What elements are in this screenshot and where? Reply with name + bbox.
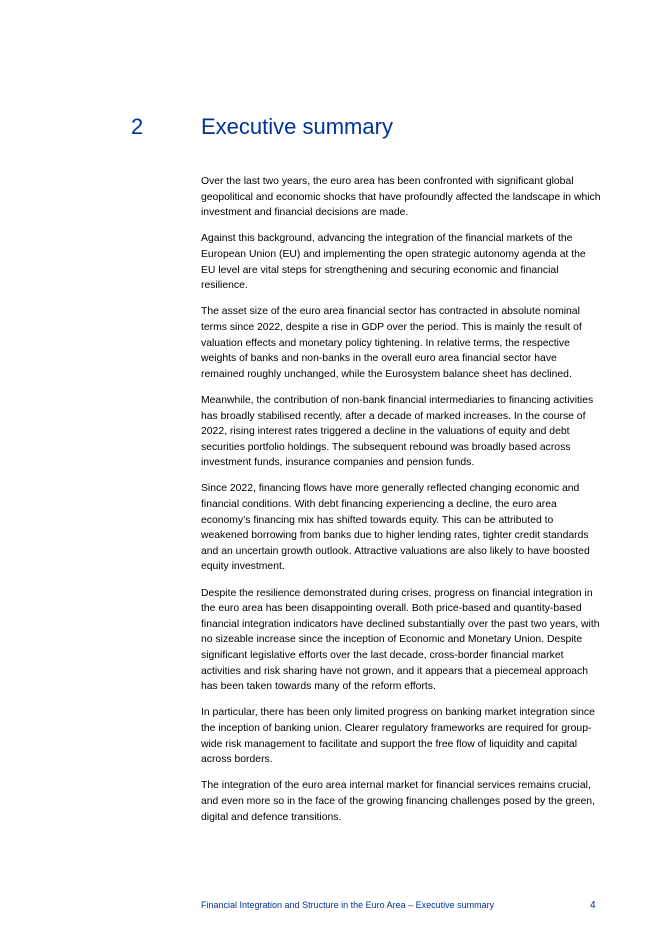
section-number: 2 <box>131 114 144 139</box>
page-title: Executive summary <box>201 114 393 139</box>
paragraph-7: In particular, there has been only limited progress on banking market integration since the inception of banking union. Clearer regulatory frameworks are required for group-wide risk management to facilitate and support the free flow of liquidity and capital across borders. <box>201 707 595 766</box>
paragraph-8: The integration of the euro area internal market for financial services remains crucial, and even more so in the face of the growing financing challenges posed by the green, digital and defence transitions. <box>201 780 595 823</box>
paragraph-2: Against this background, advancing the integration of the financial markets of the European Union (EU) and implementing the open strategic autonomy agenda at the EU level are vital steps for strengthening and securing economic and financial resilience. <box>201 233 586 292</box>
paragraph-4: Meanwhile, the contribution of non-bank financial intermediaries to financing activities has broadly stabilised recently, after a decade of marked increases. In the course of 2022, rising interest rates triggered a decline in the valuations of equity and debt securities portfolio holdings. The subsequent rebound was broadly based across investment funds, insurance companies and pension funds. <box>201 394 594 469</box>
paragraph-1: Over the last two years, the euro area has been confronted with significant global geopolitical and economic shocks that have profoundly affected the landscape in which investment and financial decisions are made. <box>201 176 601 219</box>
body-text <box>201 174 601 836</box>
paragraph-3: The asset size of the euro area financial sector has contracted in absolute nominal terms since 2022, despite a rise in GDP over the period. This is mainly the result of valuation effects and monetary policy tightening. In relative terms, the respective weights of banks and non-banks in the overall euro area financial sector have remained roughly unchanged, while the Eurosystem balance sheet has declined. <box>201 306 582 380</box>
page-number: 4 <box>590 900 596 911</box>
footer-title: Financial Integration and Structure in the Euro Area – Executive summary <box>201 900 495 910</box>
paragraph-6: Despite the resilience demonstrated during crises, progress on financial integration in the euro area has been disappointing overall. Both price-based and quantity-based financial integration indicators have declined substantially over the past two years, with no sizeable increase since the inception of Economic and Monetary Union. Despite significant legislative efforts over the last decade, cross-border financial market activities and risk sharing have not grown, and it appears that a piecemeal approach has been taken towards many of the reform efforts. <box>201 587 600 693</box>
paragraph-5: Since 2022, financing flows have more generally reflected changing economic and financial conditions. With debt financing experiencing a decline, the euro area economy’s financing mix has shifted towards equity. This can be attributed to weakened borrowing from banks due to higher lending rates, tighter credit standards and an uncertain growth outlook. Attractive valuations are also likely to have boosted equity investment. <box>201 483 590 573</box>
